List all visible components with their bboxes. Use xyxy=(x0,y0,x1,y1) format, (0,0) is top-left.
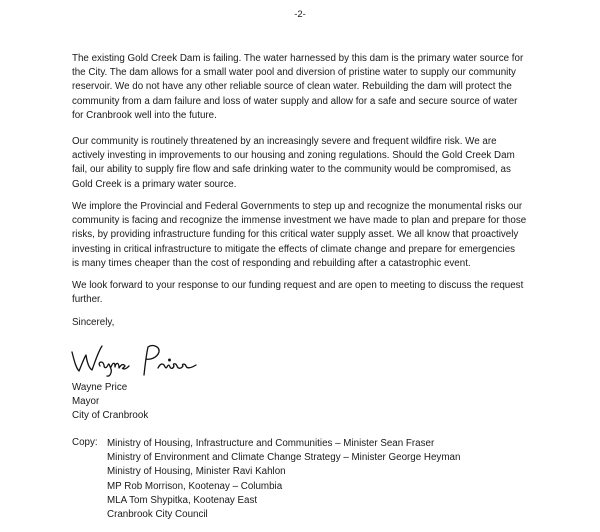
copy-label: Copy: xyxy=(72,437,98,448)
copy-recipient: MP Rob Morrison, Kootenay – Columbia xyxy=(107,480,283,492)
text-line: community is facing and recognize the immense investment we have made to plan and prepare for those xyxy=(72,215,527,227)
text-line: The existing Gold Creek Dam is failing. The water harnessed by this dam is the primary water source for xyxy=(72,53,524,64)
text-line: reservoir. We do not have any other reliable source of clean water. Rebuilding the dam will protect the xyxy=(72,81,512,93)
text-line: the City. The dam allows for a small water pool and diversion of pristine water to supply our community xyxy=(72,67,516,79)
text-line: investing in critical infrastructure to mitigate the effects of climate change and prepare for emergencies xyxy=(72,243,516,255)
text-line: for Cranbrook well into the future. xyxy=(72,109,217,121)
copy-recipient: Ministry of Housing, Infrastructure and Communities – Minister Sean Fraser xyxy=(107,438,435,449)
copy-recipient: Ministry of Housing, Minister Ravi Kahlon xyxy=(107,466,286,478)
text-line: risks, by providing infrastructure funding for this critical water supply asset. We all know that proactively xyxy=(72,229,519,241)
body-paragraph xyxy=(72,52,548,123)
text-line: We look forward to your response to our funding request and are open to meeting to discuss the request xyxy=(72,280,524,291)
copy-recipient: Ministry of Environment and Climate Change Strategy – Minister George Heyman xyxy=(107,452,461,464)
text-line: Our community is routinely threatened by an increasingly severe and frequent wildfire risk. We are xyxy=(72,136,497,147)
text-line: fail, our ability to supply fire flow and safe drinking water to the community would be compromised, as xyxy=(72,164,511,176)
copy-recipient: Cranbrook City Council xyxy=(107,509,208,521)
signatory-name: Wayne Price xyxy=(72,382,128,393)
text-line: is many times cheaper than the cost of responding and rebuilding after a catastrophic event. xyxy=(72,257,471,269)
copy-recipient: MLA Tom Shypitka, Kootenay East xyxy=(107,494,258,506)
text-line: actively investing in improvements to our housing and zoning regulations. Should the Gold Creek Dam xyxy=(72,150,515,162)
text-line: We implore the Provincial and Federal Governments to step up and recognize the monumental risks our xyxy=(72,201,523,212)
text-line: community from a dam failure and loss of water supply and allow for a safe and secure source of water xyxy=(72,95,518,107)
text-line: further. xyxy=(72,294,103,306)
signature-block xyxy=(72,381,148,424)
handwritten-signature xyxy=(66,338,226,378)
signatory-title: Mayor xyxy=(72,396,100,408)
signatory-organization: City of Cranbrook xyxy=(72,410,149,422)
closing-salutation: Sincerely, xyxy=(72,317,115,328)
copy-recipients-list xyxy=(107,437,460,522)
text-line: Gold Creek is a primary water source. xyxy=(72,178,237,190)
body-paragraph xyxy=(72,279,548,307)
body-paragraph xyxy=(72,200,548,271)
body-paragraph xyxy=(72,135,548,192)
page-number: -2- xyxy=(294,9,306,20)
